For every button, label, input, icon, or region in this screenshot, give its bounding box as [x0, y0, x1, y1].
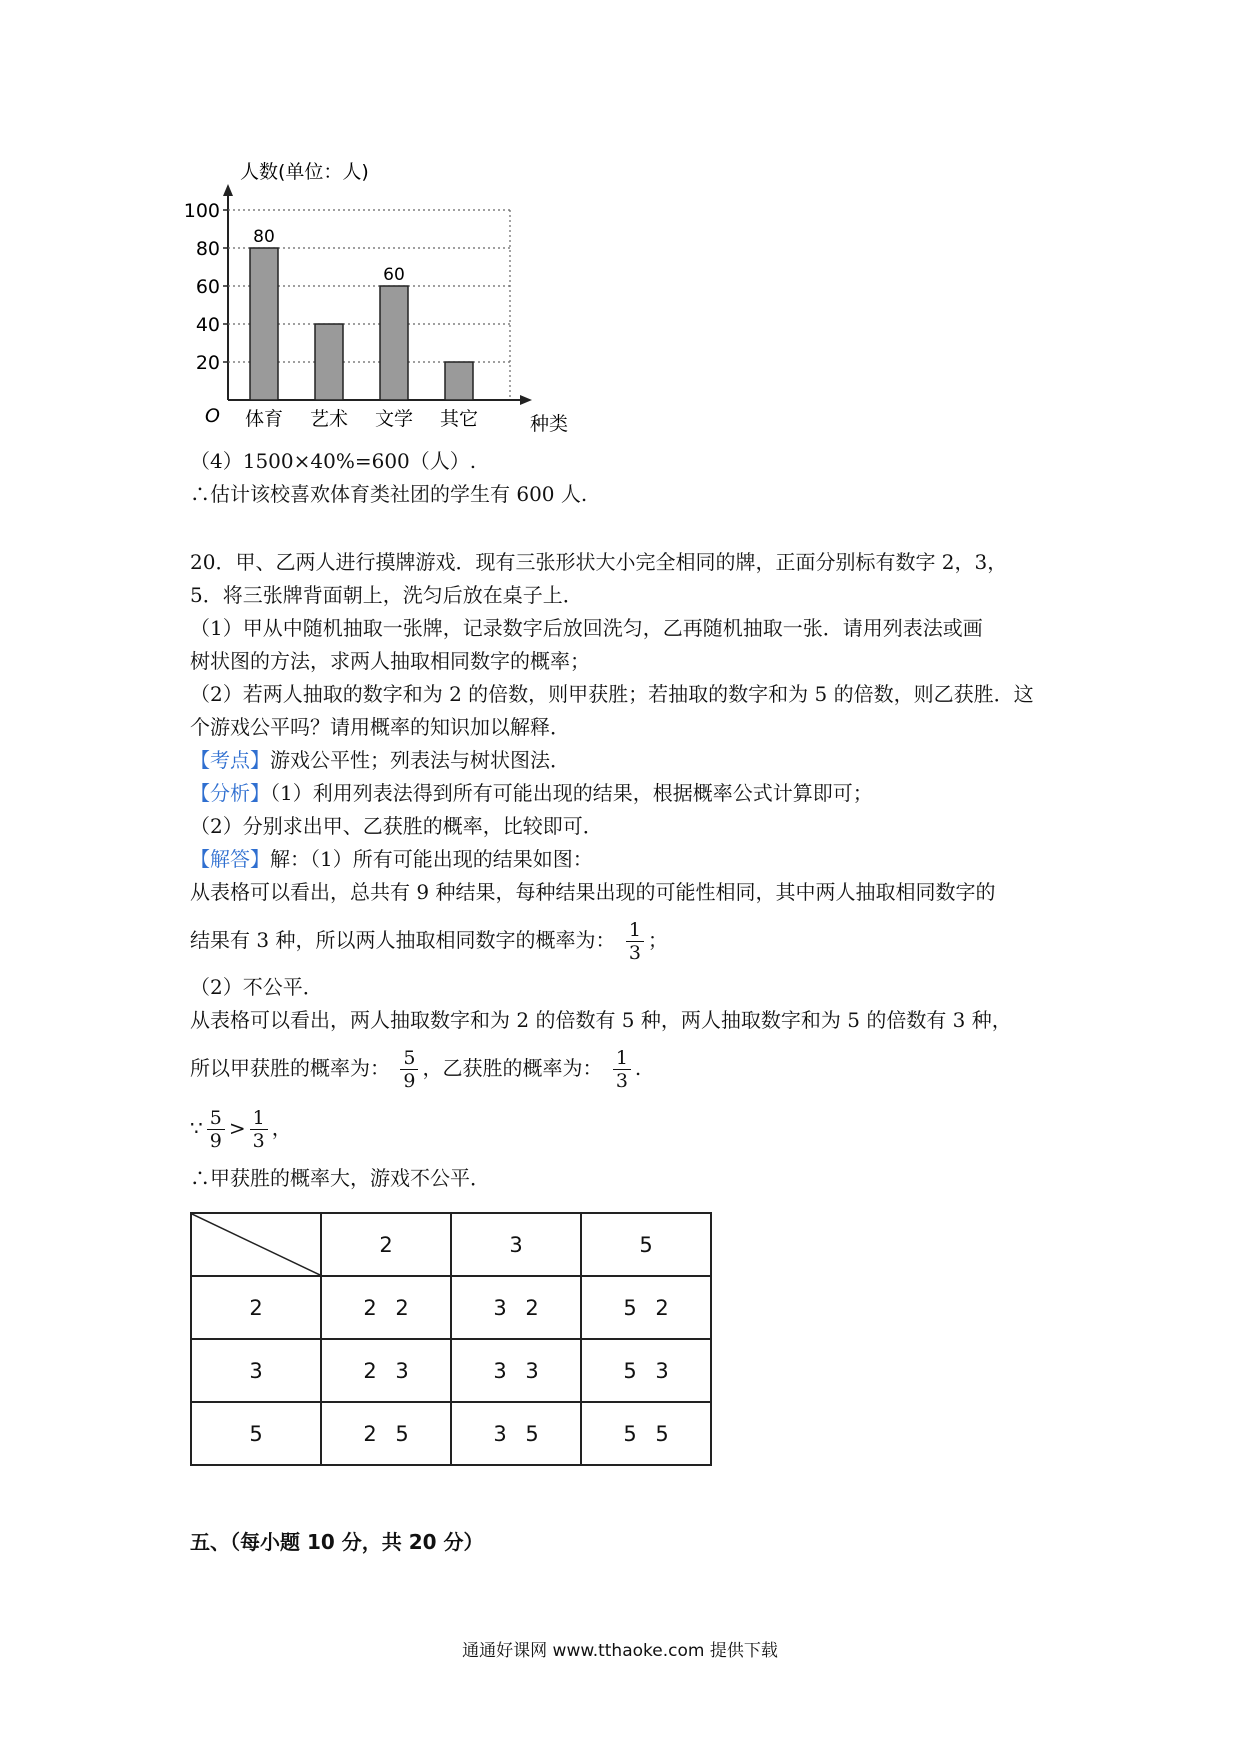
category-labels — [245, 408, 478, 430]
table-row-label: 3 — [191, 1339, 321, 1402]
solution-line-3: （2）不公平． — [190, 975, 323, 999]
y-tick-label: 100 — [183, 200, 220, 222]
fraction-numerator: 5 — [207, 1107, 225, 1130]
fraction-numerator: 1 — [250, 1107, 268, 1130]
table-row — [191, 1276, 711, 1339]
cell-value: 2 — [363, 1421, 377, 1446]
solution-line-5-a: 所以甲获胜的概率为： — [190, 1056, 390, 1080]
fraction-denominator: 3 — [615, 1070, 628, 1092]
q20-stem-1: 20．甲、乙两人进行摸牌游戏．现有三张形状大小完全相同的牌，正面分别标有数字 2，3， — [190, 550, 1008, 574]
data-label: 60 — [383, 265, 405, 285]
fraction-5-9 — [400, 1047, 418, 1092]
fraction-1-3 — [613, 1047, 631, 1092]
table-cell — [321, 1339, 451, 1402]
fenxi-line-2: （2）分别求出甲、乙获胜的概率，比较即可． — [190, 814, 603, 838]
table-corner-cell — [191, 1213, 321, 1276]
fenxi-text: （1）利用列表法得到所有可能出现的结果，根据概率公式计算即可； — [270, 781, 873, 805]
table-cell — [451, 1402, 581, 1465]
fraction-numerator: 5 — [400, 1047, 418, 1070]
category-label: 体育 — [244, 408, 284, 430]
cell-value: 5 — [525, 1421, 539, 1446]
fraction-denominator: 3 — [628, 942, 641, 964]
table-header-cell: 5 — [581, 1213, 711, 1276]
q20-part2-b: 个游戏公平吗？请用概率的知识加以解释． — [190, 715, 570, 739]
jieda-tag: 【解答】 — [190, 847, 270, 871]
table-cell — [321, 1276, 451, 1339]
y-tick-label: 80 — [195, 238, 220, 260]
solution-line-4: 从表格可以看出，两人抽取数字和为 2 的倍数有 5 种，两人抽取数字和为 5 的倍数有 3 种， — [190, 1008, 1012, 1032]
fraction-denominator: 9 — [209, 1130, 222, 1152]
jieda-text: 解：（1）所有可能出现的结果如图： — [270, 847, 593, 871]
table-cell — [581, 1339, 711, 1402]
fraction-denominator: 3 — [252, 1130, 265, 1152]
cell-value: 3 — [395, 1358, 409, 1383]
cell-value: 3 — [655, 1358, 669, 1383]
greater-than: > — [228, 1116, 246, 1140]
cell-value: 5 — [623, 1358, 637, 1383]
fraction-5-9 — [207, 1107, 225, 1152]
cell-value: 3 — [525, 1358, 539, 1383]
table-row-label: 5 — [191, 1402, 321, 1465]
y-tick-label: 60 — [195, 276, 220, 298]
q20-part1-b: 树状图的方法，求两人抽取相同数字的概率； — [190, 649, 590, 673]
fraction-numerator: 1 — [613, 1047, 631, 1070]
table-row — [191, 1402, 711, 1465]
table-cell — [581, 1276, 711, 1339]
solution-line-5 — [190, 1043, 641, 1093]
solution-line-1: 从表格可以看出，总共有 9 种结果，每种结果出现的可能性相同，其中两人抽取相同数字的 — [190, 880, 996, 904]
fraction-denominator: 9 — [403, 1070, 416, 1092]
table-cell — [451, 1339, 581, 1402]
y-axis-arrow — [223, 184, 233, 196]
kaodian-line — [190, 746, 570, 774]
chart-ylabel: 人数(单位：人) — [240, 161, 369, 183]
x-axis-arrow — [520, 395, 532, 405]
cell-value: 5 — [655, 1421, 669, 1446]
chart-xlabel: 种类 — [530, 413, 569, 435]
fraction-1-3 — [626, 919, 644, 964]
cell-value: 2 — [363, 1358, 377, 1383]
y-tick-label: 20 — [195, 352, 220, 374]
bar — [250, 248, 278, 400]
solution-line-5-c: . — [634, 1056, 642, 1080]
q20-stem-2: 5．将三张牌背面朝上，洗匀后放在桌子上． — [190, 583, 583, 607]
because-symbol: ∵ — [190, 1116, 203, 1140]
data-label: 80 — [253, 227, 275, 247]
solution-line-2 — [190, 915, 668, 965]
category-label: 艺术 — [309, 408, 349, 430]
table-cell — [321, 1402, 451, 1465]
comparison-comma: ， — [271, 1116, 292, 1140]
cell-value: 5 — [623, 1421, 637, 1446]
cell-value: 2 — [655, 1295, 669, 1320]
diagonal-line — [192, 1214, 320, 1275]
table-row — [191, 1339, 711, 1402]
chart-origin: O — [205, 405, 220, 427]
kaodian-tag: 【考点】 — [190, 748, 270, 772]
bar — [445, 362, 473, 400]
category-label: 其它 — [439, 408, 479, 430]
bar — [380, 286, 408, 400]
table-row-label: 2 — [191, 1276, 321, 1339]
table-header-cell: 3 — [451, 1213, 581, 1276]
table-header-row — [191, 1213, 711, 1276]
solution-line-2-end: ； — [647, 928, 668, 952]
q20-part1-a: （1）甲从中随机抽取一张牌，记录数字后放回洗匀，乙再随机抽取一张．请用列表法或画 — [190, 616, 983, 640]
table-cell — [451, 1276, 581, 1339]
fraction-numerator: 1 — [626, 919, 644, 942]
y-tick-labels — [184, 200, 220, 374]
fenxi-tag: 【分析】 — [190, 781, 270, 805]
jieda-line — [190, 845, 593, 873]
cell-value: 3 — [493, 1421, 507, 1446]
cell-value: 2 — [363, 1295, 377, 1320]
outcome-table — [190, 1212, 712, 1466]
fraction-1-3 — [250, 1107, 268, 1152]
page-footer: 通通好课网 www.tthaoke.com 提供下载 — [462, 1641, 778, 1661]
comparison-line — [190, 1103, 292, 1153]
bar — [315, 324, 343, 400]
kaodian-text: 游戏公平性；列表法与树状图法． — [270, 748, 570, 772]
fenxi-line — [190, 779, 873, 807]
cell-value: 5 — [395, 1421, 409, 1446]
solution-line-7: ∴甲获胜的概率大，游戏不公平． — [190, 1166, 490, 1190]
category-label: 文学 — [374, 408, 414, 430]
cell-value: 2 — [525, 1295, 539, 1320]
cell-value: 3 — [493, 1295, 507, 1320]
q20-part2-a: （2）若两人抽取的数字和为 2 的倍数，则甲获胜；若抽取的数字和为 5 的倍数，则乙获胜．这 — [190, 682, 1034, 706]
q19-line-1: （4）1500×40%=600（人）. — [190, 449, 477, 473]
cell-value: 2 — [395, 1295, 409, 1320]
table-header-cell: 2 — [321, 1213, 451, 1276]
bar-chart — [180, 150, 580, 440]
y-tick-label: 40 — [195, 314, 220, 336]
cell-value: 3 — [493, 1358, 507, 1383]
solution-line-5-b: ，乙获胜的概率为： — [422, 1056, 603, 1080]
solution-line-2-text: 结果有 3 种，所以两人抽取相同数字的概率为： — [190, 928, 616, 952]
table-cell — [581, 1402, 711, 1465]
section-5-heading: 五、（每小题 10 分，共 20 分） — [190, 1530, 484, 1554]
q19-line-2: ∴估计该校喜欢体育类社团的学生有 600 人. — [190, 482, 588, 506]
cell-value: 5 — [623, 1295, 637, 1320]
